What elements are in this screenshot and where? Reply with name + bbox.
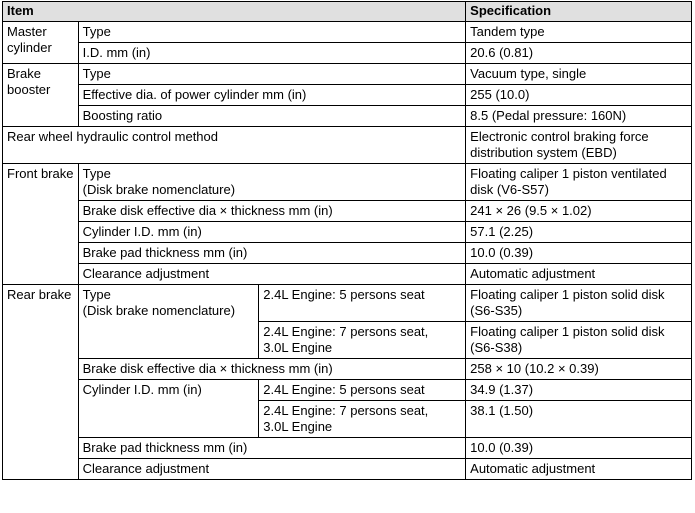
- group-brake-booster: Brake booster: [3, 64, 79, 127]
- row-value: Automatic adjustment: [466, 459, 692, 480]
- value-line: distribution system (EBD): [470, 145, 617, 160]
- row-label: Cylinder I.D. mm (in): [78, 222, 466, 243]
- row-value: 10.0 (0.39): [466, 243, 692, 264]
- variant-label: 2.4L Engine: 5 persons seat: [259, 380, 466, 401]
- value-line: Floating caliper 1 piston ventilated: [470, 166, 667, 181]
- label-line: 3.0L Engine: [263, 419, 333, 434]
- row-label: Effective dia. of power cylinder mm (in): [78, 85, 466, 106]
- header-specification: Specification: [466, 2, 692, 22]
- table-row: [3, 222, 692, 243]
- table-row: [3, 459, 692, 480]
- table-row: [3, 359, 692, 380]
- row-label: Type: [78, 22, 466, 43]
- row-value: 38.1 (1.50): [466, 401, 692, 438]
- table-row: [3, 164, 692, 201]
- header-row: [3, 2, 692, 22]
- row-label: Brake pad thickness mm (in): [78, 438, 466, 459]
- value-line: (S6-S38): [470, 340, 523, 355]
- value-line: Floating caliper 1 piston solid disk: [470, 287, 665, 302]
- row-value: 241 × 26 (9.5 × 1.02): [466, 201, 692, 222]
- row-value: 20.6 (0.81): [466, 43, 692, 64]
- label-line: (Disk brake nomenclature): [82, 303, 236, 318]
- row-label: Cylinder I.D. mm (in): [78, 380, 259, 438]
- table-row: [3, 85, 692, 106]
- row-value: 57.1 (2.25): [466, 222, 692, 243]
- row-value: [466, 285, 692, 322]
- variant-label: 2.4L Engine: 5 persons seat: [259, 285, 466, 322]
- variant-label: [259, 322, 466, 359]
- table-row: [3, 438, 692, 459]
- row-label: Type: [78, 64, 466, 85]
- row-value: 10.0 (0.39): [466, 438, 692, 459]
- row-value: [466, 164, 692, 201]
- table-row: [3, 43, 692, 64]
- group-master-cylinder: Master cylinder: [3, 22, 79, 64]
- value-line: Floating caliper 1 piston solid disk: [470, 324, 665, 339]
- row-label-rear-hydraulic: Rear wheel hydraulic control method: [3, 127, 466, 164]
- group-rear-brake: Rear brake: [3, 285, 79, 480]
- row-value: [466, 127, 692, 164]
- row-label: Clearance adjustment: [78, 264, 466, 285]
- table-row: [3, 64, 692, 85]
- table-row: [3, 264, 692, 285]
- row-value: 255 (10.0): [466, 85, 692, 106]
- table-row: [3, 22, 692, 43]
- header-item: Item: [3, 2, 466, 22]
- variant-label: [259, 401, 466, 438]
- row-value: 8.5 (Pedal pressure: 160N): [466, 106, 692, 127]
- table-row: [3, 285, 692, 322]
- label-line: 2.4L Engine: 7 persons seat,: [263, 324, 429, 339]
- table-row: [3, 127, 692, 164]
- row-label: [78, 164, 466, 201]
- brake-spec-table: [2, 1, 692, 480]
- value-line: (S6-S35): [470, 303, 523, 318]
- row-label: Brake pad thickness mm (in): [78, 243, 466, 264]
- label-line: 2.4L Engine: 7 persons seat,: [263, 403, 429, 418]
- label-line: Type: [82, 287, 111, 302]
- row-value: [466, 322, 692, 359]
- table-row: [3, 106, 692, 127]
- table-row: [3, 380, 692, 401]
- label-line: 3.0L Engine: [263, 340, 333, 355]
- table-row: [3, 201, 692, 222]
- row-label: Boosting ratio: [78, 106, 466, 127]
- row-label: Brake disk effective dia × thickness mm (in): [78, 201, 466, 222]
- row-label: [78, 285, 259, 359]
- row-value: Vacuum type, single: [466, 64, 692, 85]
- row-value: Tandem type: [466, 22, 692, 43]
- label-line: Type: [82, 166, 111, 181]
- label-line: (Disk brake nomenclature): [82, 182, 236, 197]
- row-value: Automatic adjustment: [466, 264, 692, 285]
- value-line: Electronic control braking force: [470, 129, 649, 144]
- row-label: I.D. mm (in): [78, 43, 466, 64]
- group-front-brake: Front brake: [3, 164, 79, 285]
- row-label: Brake disk effective dia × thickness mm (in): [78, 359, 466, 380]
- row-label: Clearance adjustment: [78, 459, 466, 480]
- value-line: disk (V6-S57): [470, 182, 549, 197]
- table-row: [3, 243, 692, 264]
- row-value: 258 × 10 (10.2 × 0.39): [466, 359, 692, 380]
- row-value: 34.9 (1.37): [466, 380, 692, 401]
